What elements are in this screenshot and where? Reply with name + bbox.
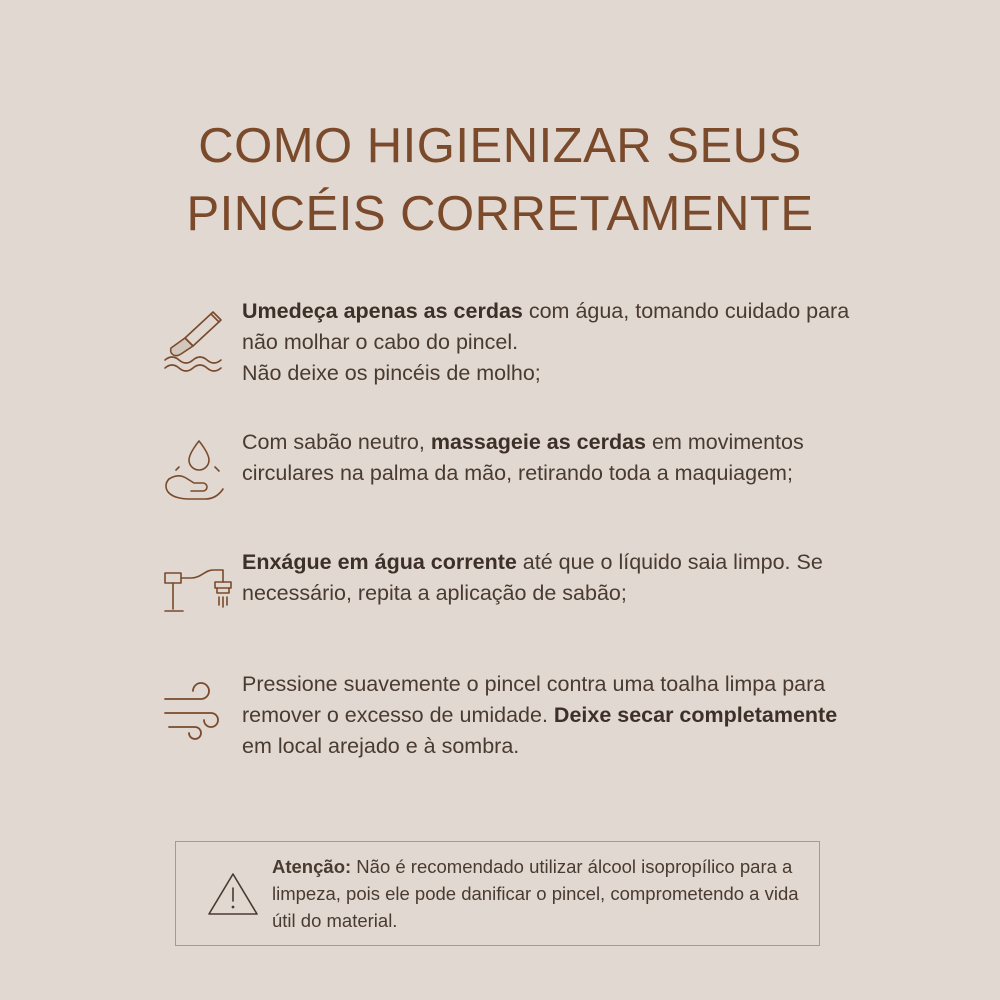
step-3-bold: Enxágue em água corrente	[242, 550, 517, 574]
step-3-rest: até que o líquido saia limpo. Se necessário, repita a aplicação de sabão;	[242, 550, 823, 605]
page-title-line-1: COMO HIGIENIZAR SEUS	[198, 119, 802, 173]
step-4-pre: Pressione suavemente o pincel contra uma toalha limpa para remover o excesso de umidade.	[242, 672, 826, 727]
wind-air-dry-icon	[150, 669, 242, 749]
step-4-rest: em local arejado e à sombra.	[242, 734, 520, 758]
step-1-bold: Umedeça apenas as cerdas	[242, 299, 523, 323]
step-2-pre: Com sabão neutro,	[242, 430, 431, 454]
faucet-running-water-icon	[150, 547, 242, 627]
step-1-text	[242, 296, 870, 389]
list-item	[150, 296, 870, 389]
warning-note-body: Não é recomendado utilizar álcool isopropílico para a limpeza, pois ele pode danificar o pincel, comprometendo a vida útil do material.	[272, 856, 799, 931]
step-4-bold: Deixe secar completamente	[553, 703, 838, 727]
page-title-line-2: PINCÉIS CORRETAMENTE	[186, 187, 814, 241]
step-1-line2: Não deixe os pincéis de molho;	[242, 361, 541, 385]
step-2-text	[242, 427, 870, 489]
step-2-rest: em movimentos circulares na palma da mão, retirando toda a maquiagem;	[242, 430, 804, 485]
warning-note-box	[175, 841, 820, 946]
list-item	[150, 427, 870, 507]
list-item	[150, 669, 870, 762]
warning-triangle-icon	[194, 866, 272, 922]
makeup-brush-water-icon	[150, 296, 242, 376]
step-4-text	[242, 669, 870, 762]
hand-soap-drop-icon	[150, 427, 242, 507]
step-2-bold: massageie as cerdas	[430, 430, 647, 454]
step-3-text	[242, 547, 870, 609]
warning-note-bold: Atenção:	[272, 856, 352, 877]
warning-note-text	[272, 853, 801, 934]
steps-list	[150, 296, 870, 762]
list-item	[150, 547, 870, 627]
step-1-rest: com água, tomando cuidado para não molhar o cabo do pincel.	[242, 299, 850, 354]
page-title	[0, 112, 1000, 248]
